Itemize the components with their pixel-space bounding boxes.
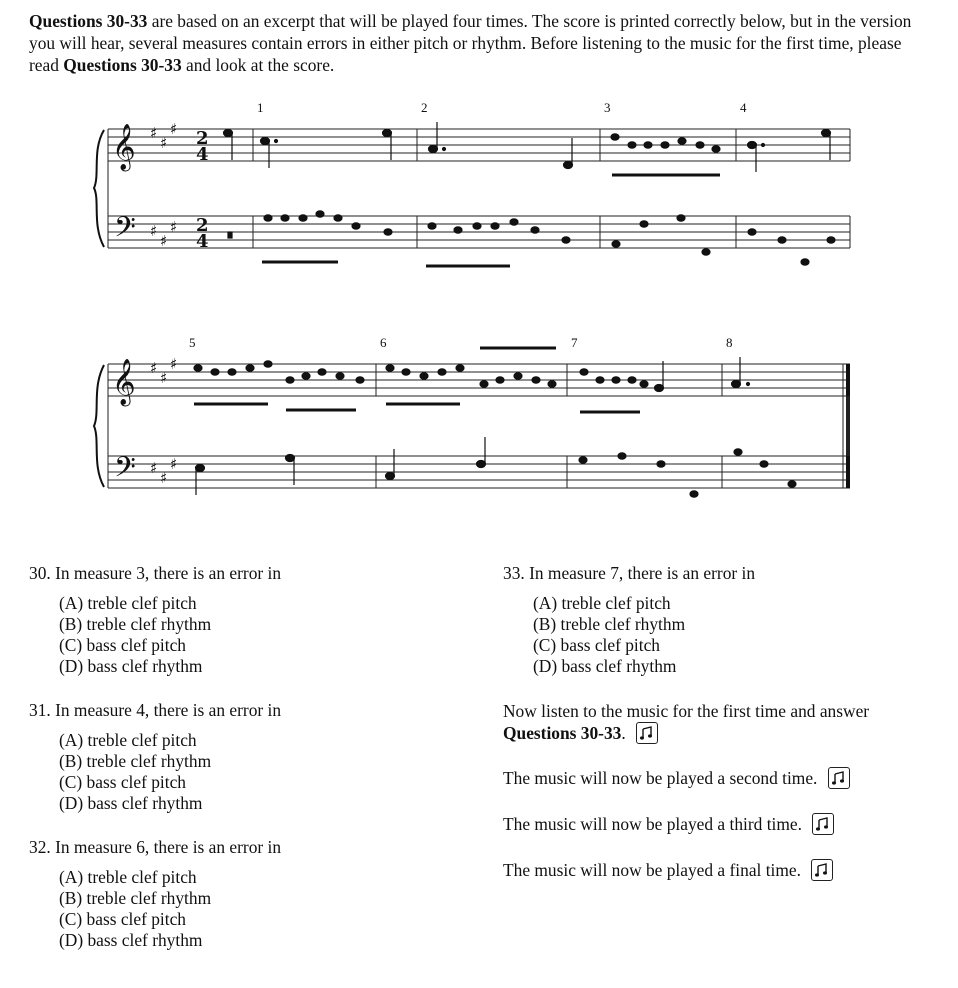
option-c[interactable]: (C) bass clef pitch [59, 909, 187, 929]
system-1-brace [94, 130, 104, 247]
option-c[interactable]: (C) bass clef pitch [59, 772, 187, 792]
question-stem: 30. In measure 3, there is an error in [29, 563, 282, 583]
option-b[interactable]: (B) treble clef rhythm [533, 614, 686, 634]
listen-first-bold: Questions 30-33 [503, 723, 622, 743]
treble-clef-icon: 𝄞 [112, 124, 136, 170]
treble-clef-icon: 𝄞 [112, 359, 136, 405]
measure-number: 7 [571, 335, 578, 350]
svg-text:♯: ♯ [160, 232, 168, 250]
svg-text:♯: ♯ [150, 124, 158, 142]
listen-third-text: The music will now be played a third time. [503, 814, 802, 834]
measure-number: 8 [726, 335, 733, 350]
bass-clef-icon: 𝄢 [114, 451, 136, 491]
option-d[interactable]: (D) bass clef rhythm [59, 930, 203, 950]
option-a[interactable]: (A) treble clef pitch [533, 593, 671, 613]
svg-text:♯: ♯ [170, 218, 178, 236]
svg-text:♯: ♯ [170, 455, 178, 473]
listen-third [503, 813, 834, 837]
question-stem: 33. In measure 7, there is an error in [503, 563, 756, 583]
svg-text:♯: ♯ [150, 459, 158, 477]
svg-text:2: 2 [196, 128, 209, 149]
svg-text:♯: ♯ [160, 469, 168, 487]
measure-number: 5 [189, 335, 196, 350]
svg-text:♯: ♯ [170, 120, 178, 138]
option-a[interactable]: (A) treble clef pitch [59, 730, 197, 750]
svg-text:♯: ♯ [160, 369, 168, 387]
listen-first [503, 700, 923, 746]
svg-text:2: 2 [196, 215, 209, 236]
measure-number: 4 [740, 100, 747, 115]
option-b[interactable]: (B) treble clef rhythm [59, 751, 212, 771]
music-note-icon [636, 722, 658, 744]
listen-second [503, 767, 850, 791]
instructions-bold-2: Questions 30-33 [63, 55, 182, 75]
option-d[interactable]: (D) bass clef rhythm [533, 656, 677, 676]
question-31 [29, 700, 281, 814]
svg-text:♯: ♯ [150, 222, 158, 240]
svg-text:♯: ♯ [160, 134, 168, 152]
system-1-bass-staff [108, 216, 850, 248]
measure-number: 3 [604, 100, 611, 115]
system-2-brace [94, 365, 104, 487]
svg-text:4: 4 [196, 144, 209, 165]
music-note-icon [811, 859, 833, 881]
system-1-treble-staff [108, 129, 850, 161]
measure-number: 2 [421, 100, 428, 115]
listen-final [503, 859, 833, 883]
instructions-text-2: and look at the score. [181, 55, 335, 75]
listen-first-text: Now listen to the music for the first time and answer [503, 701, 870, 721]
option-c[interactable]: (C) bass clef pitch [533, 635, 661, 655]
question-stem: 31. In measure 4, there is an error in [29, 700, 282, 720]
instructions-text-1: are based on an excerpt that will be played four times. The score is printed correctly below, but in the version you will hear, several measures contain errors in either pitch or rhythm. Before listening to the music for the first time, please read [29, 11, 912, 75]
svg-text:4: 4 [196, 231, 209, 252]
music-note-icon [828, 767, 850, 789]
option-b[interactable]: (B) treble clef rhythm [59, 888, 212, 908]
question-30 [29, 563, 281, 677]
time-signature [196, 128, 209, 252]
option-c[interactable]: (C) bass clef pitch [59, 635, 187, 655]
option-a[interactable]: (A) treble clef pitch [59, 593, 197, 613]
music-note-icon [812, 813, 834, 835]
question-32 [29, 837, 281, 951]
bass-clef-icon: 𝄢 [114, 211, 136, 251]
svg-text:♯: ♯ [150, 359, 158, 377]
system-2-treble-staff [108, 364, 850, 396]
question-stem: 32. In measure 6, there is an error in [29, 837, 282, 857]
option-d[interactable]: (D) bass clef rhythm [59, 793, 203, 813]
listen-final-text: The music will now be played a final time. [503, 860, 801, 880]
measure-number: 1 [257, 100, 264, 115]
question-33 [503, 563, 755, 677]
option-d[interactable]: (D) bass clef rhythm [59, 656, 203, 676]
listen-first-end: . [621, 723, 626, 743]
measure-number: 6 [380, 335, 387, 350]
option-a[interactable]: (A) treble clef pitch [59, 867, 197, 887]
listen-second-text: The music will now be played a second time. [503, 768, 818, 788]
svg-text:♯: ♯ [170, 355, 178, 373]
instructions-lead: Questions 30-33 [29, 11, 148, 31]
option-b[interactable]: (B) treble clef rhythm [59, 614, 212, 634]
